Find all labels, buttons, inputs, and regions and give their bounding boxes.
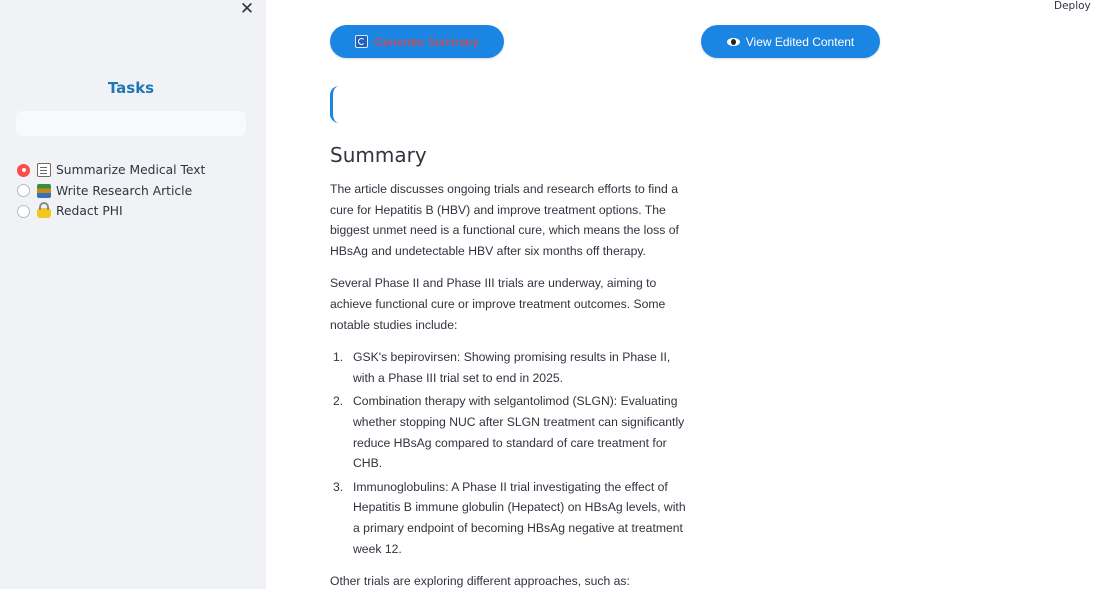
list-item-text: Immunoglobulins: A Phase II trial investigating the effect of Hepatitis B immune globulin (Hepatect) on HBsAg levels, with a primary endpoint of becoming HBsAg negative at treatment week 12. bbox=[353, 479, 686, 556]
task-radio-group bbox=[17, 160, 205, 222]
view-edited-content-button[interactable] bbox=[701, 25, 880, 58]
lock-icon bbox=[37, 208, 51, 218]
radio-unselected-icon[interactable] bbox=[17, 184, 30, 197]
radio-unselected-icon[interactable] bbox=[17, 205, 30, 218]
task-option-redact-phi[interactable] bbox=[17, 201, 205, 222]
quote-accent-bar bbox=[330, 86, 342, 123]
sidebar-text-input[interactable] bbox=[16, 111, 246, 136]
view-edited-content-label: View Edited Content bbox=[745, 34, 855, 49]
task-option-label: Write Research Article bbox=[56, 183, 193, 198]
list-item-number: 3. bbox=[333, 479, 344, 494]
list-item-text: Combination therapy with selgantolimod (SLGN): Evaluating whether stopping NUC after SLGN treatment can significantly reduce HBsAg compared to standard of care treatment for CHB. bbox=[353, 394, 685, 471]
list-item-number: 2. bbox=[333, 394, 344, 409]
summary-paragraph-trials: Several Phase II and Phase III trials are underway, aiming to achieve functional cure or improve treatment outcomes. Some notable studies include: bbox=[330, 276, 666, 332]
task-option-summarize[interactable] bbox=[17, 160, 205, 181]
sidebar-title: Tasks bbox=[107, 79, 155, 97]
generate-summary-button[interactable] bbox=[330, 25, 504, 58]
summary-paragraph-closing: Other trials are exploring different approaches, such as: bbox=[330, 574, 630, 589]
deploy-button[interactable]: Deploy bbox=[1054, 0, 1091, 12]
sidebar bbox=[0, 0, 266, 589]
books-icon bbox=[37, 184, 51, 198]
generate-summary-label: Generate Summary bbox=[374, 34, 479, 49]
task-option-write-article[interactable] bbox=[17, 181, 205, 202]
eye-icon bbox=[727, 38, 740, 46]
memo-icon bbox=[37, 163, 51, 177]
task-option-label: Redact PHI bbox=[56, 204, 123, 219]
list-item-number: 1. bbox=[333, 350, 344, 365]
list-item-text: GSK's bepirovirsen: Showing promising results in Phase II, with a Phase III trial set to end in 2025. bbox=[353, 350, 671, 385]
close-sidebar-icon[interactable]: ✕ bbox=[239, 0, 255, 19]
studies-list bbox=[330, 347, 690, 559]
summary-heading: Summary bbox=[330, 143, 427, 167]
list-item bbox=[330, 391, 690, 473]
list-item bbox=[330, 477, 690, 559]
summary-content bbox=[330, 142, 690, 589]
summary-paragraph-intro: The article discusses ongoing trials and research efforts to find a cure for Hepatitis B (HBV) and improve treatment options. The biggest unmet need is a functional cure, which means the loss of HBsAg and undetectable HBV after six months off therapy. bbox=[330, 182, 679, 258]
list-item bbox=[330, 347, 690, 388]
refresh-icon bbox=[355, 35, 368, 48]
radio-selected-icon[interactable] bbox=[17, 164, 30, 177]
task-option-label: Summarize Medical Text bbox=[56, 163, 206, 178]
